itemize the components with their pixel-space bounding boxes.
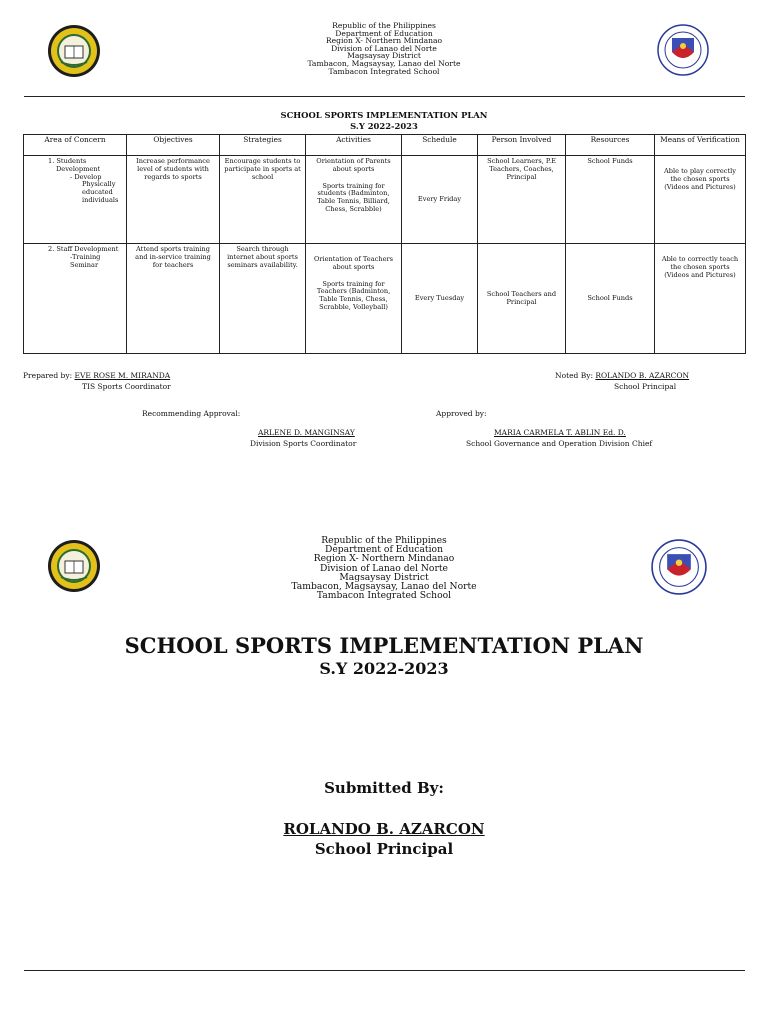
- letterhead-line: Region X- Northern Mindanao: [325, 36, 443, 46]
- letterhead: [0, 536, 768, 600]
- area-cell: [24, 244, 127, 354]
- schedule-cell: Every Tuesday: [402, 244, 478, 354]
- cover-year: S.Y 2022-2023: [319, 659, 449, 678]
- letterhead-line: Division of Lanao del Norte: [319, 562, 448, 574]
- area-sub: - Develop Physically educated individuals: [70, 172, 119, 204]
- column-header: Person Involved: [478, 135, 566, 156]
- letterhead-line: Tambacon, Magsaysay, Lanao del Norte: [291, 581, 477, 593]
- submitter-name-text: ROLANDO B. AZARCON: [283, 820, 485, 838]
- submitter-name: [0, 820, 768, 838]
- verification-cell: Able to correctly teach the chosen sports (Videos and Pictures): [655, 244, 746, 354]
- prepared-label: Prepared by:: [23, 371, 73, 380]
- column-header: Resources: [566, 135, 655, 156]
- resources-cell: School Funds: [566, 244, 655, 354]
- approved-label: Approved by:: [436, 409, 487, 418]
- activity-item: Sports training for Teachers (Badminton, Table Tennis, Chess, Scrabble, Volleyball): [316, 279, 391, 311]
- plan-title: SCHOOL SPORTS IMPLEMENTATION PLAN: [280, 110, 488, 120]
- noted-role: School Principal: [614, 382, 677, 391]
- letterhead-line: Magsaysay District: [347, 51, 421, 61]
- strategies-cell: Encourage students to participate in sports at school: [220, 156, 306, 244]
- area-cell: [24, 156, 127, 244]
- noted-name: ROLANDO B. AZARCON: [595, 371, 690, 380]
- column-header: Means of Verification: [655, 135, 746, 156]
- activities-cell: [306, 244, 402, 354]
- header-divider: [24, 96, 745, 97]
- prepared-name: EVE ROSE M. MIRANDA: [74, 371, 171, 380]
- plan-year: S.Y 2022-2023: [350, 121, 418, 131]
- letterhead-line: Department of Education: [325, 544, 443, 556]
- resources-cell: School Funds: [566, 156, 655, 244]
- area-title: Staff Development: [56, 245, 119, 253]
- recommending-name: ARLENE D. MANGINSAY: [258, 428, 355, 437]
- objectives-cell: Increase performance level of students with regards to sports: [127, 156, 220, 244]
- activity-item: Orientation of Parents about sports: [316, 157, 391, 173]
- column-header: Strategies: [220, 135, 306, 156]
- prepared-by: [23, 371, 170, 380]
- noted-label: Noted By:: [555, 371, 593, 380]
- table-row: [24, 244, 746, 354]
- column-header: Objectives: [127, 135, 220, 156]
- recommending-label: Recommending Approval:: [142, 409, 241, 418]
- schedule-cell: Every Friday: [402, 156, 478, 244]
- persons-cell: School Learners, P.E Teachers, Coaches, Principal: [478, 156, 566, 244]
- column-header: Schedule: [402, 135, 478, 156]
- letterhead-line: Division of Lanao del Norte: [331, 43, 437, 53]
- activity-item: Orientation of Teachers about sports: [313, 255, 394, 271]
- submitter-role: School Principal: [314, 840, 454, 858]
- verification-cell: Able to play correctly the chosen sports (Videos and Pictures): [655, 156, 746, 244]
- plan-table: [23, 134, 746, 354]
- area-sub: -Training Seminar: [70, 252, 101, 269]
- column-header: Area of Concern: [24, 135, 127, 156]
- activities-cell: [306, 156, 402, 244]
- column-header: Activities: [306, 135, 402, 156]
- cover-title: SCHOOL SPORTS IMPLEMENTATION PLAN: [124, 633, 644, 658]
- footer-divider: [24, 970, 745, 971]
- strategies-cell: Search through internet about sports seminars availability.: [220, 244, 306, 354]
- letterhead-line: Republic of the Philippines: [332, 21, 436, 30]
- letterhead-line: Tambacon, Magsaysay, Lanao del Norte: [307, 58, 461, 68]
- letterhead-line: Department of Education: [335, 28, 433, 38]
- letterhead-line: Tambacon Integrated School: [316, 590, 452, 602]
- letterhead-line: Region X- Northern Mindanao: [313, 553, 455, 565]
- table-header-row: [24, 135, 746, 156]
- prepared-role: TIS Sports Coordinator: [82, 382, 171, 391]
- area-number: 2.: [48, 245, 55, 253]
- area-number: 1.: [48, 157, 55, 165]
- approved-name: MARIA CARMELA T. ABLIN Ed. D.: [494, 428, 626, 437]
- letterhead-line: Magsaysay District: [339, 571, 429, 583]
- letterhead-line: Tambacon Integrated School: [328, 66, 440, 76]
- recommending-role: Division Sports Coordinator: [250, 439, 357, 448]
- table-row: [24, 156, 746, 244]
- approved-role: School Governance and Operation Division Chief: [466, 439, 653, 448]
- letterhead-line: Republic of the Philippines: [321, 535, 447, 546]
- activity-item: Sports training for students (Badminton, Table Tennis, Billiard, Chess, Scrabble): [317, 181, 390, 213]
- objectives-cell: Attend sports training and in-service training for teachers: [127, 244, 220, 354]
- area-title: Students Development: [56, 157, 101, 173]
- persons-cell: School Teachers and Principal: [478, 244, 566, 354]
- noted-by: [555, 371, 689, 380]
- submitted-label: Submitted By:: [324, 779, 444, 797]
- letterhead: [0, 22, 768, 75]
